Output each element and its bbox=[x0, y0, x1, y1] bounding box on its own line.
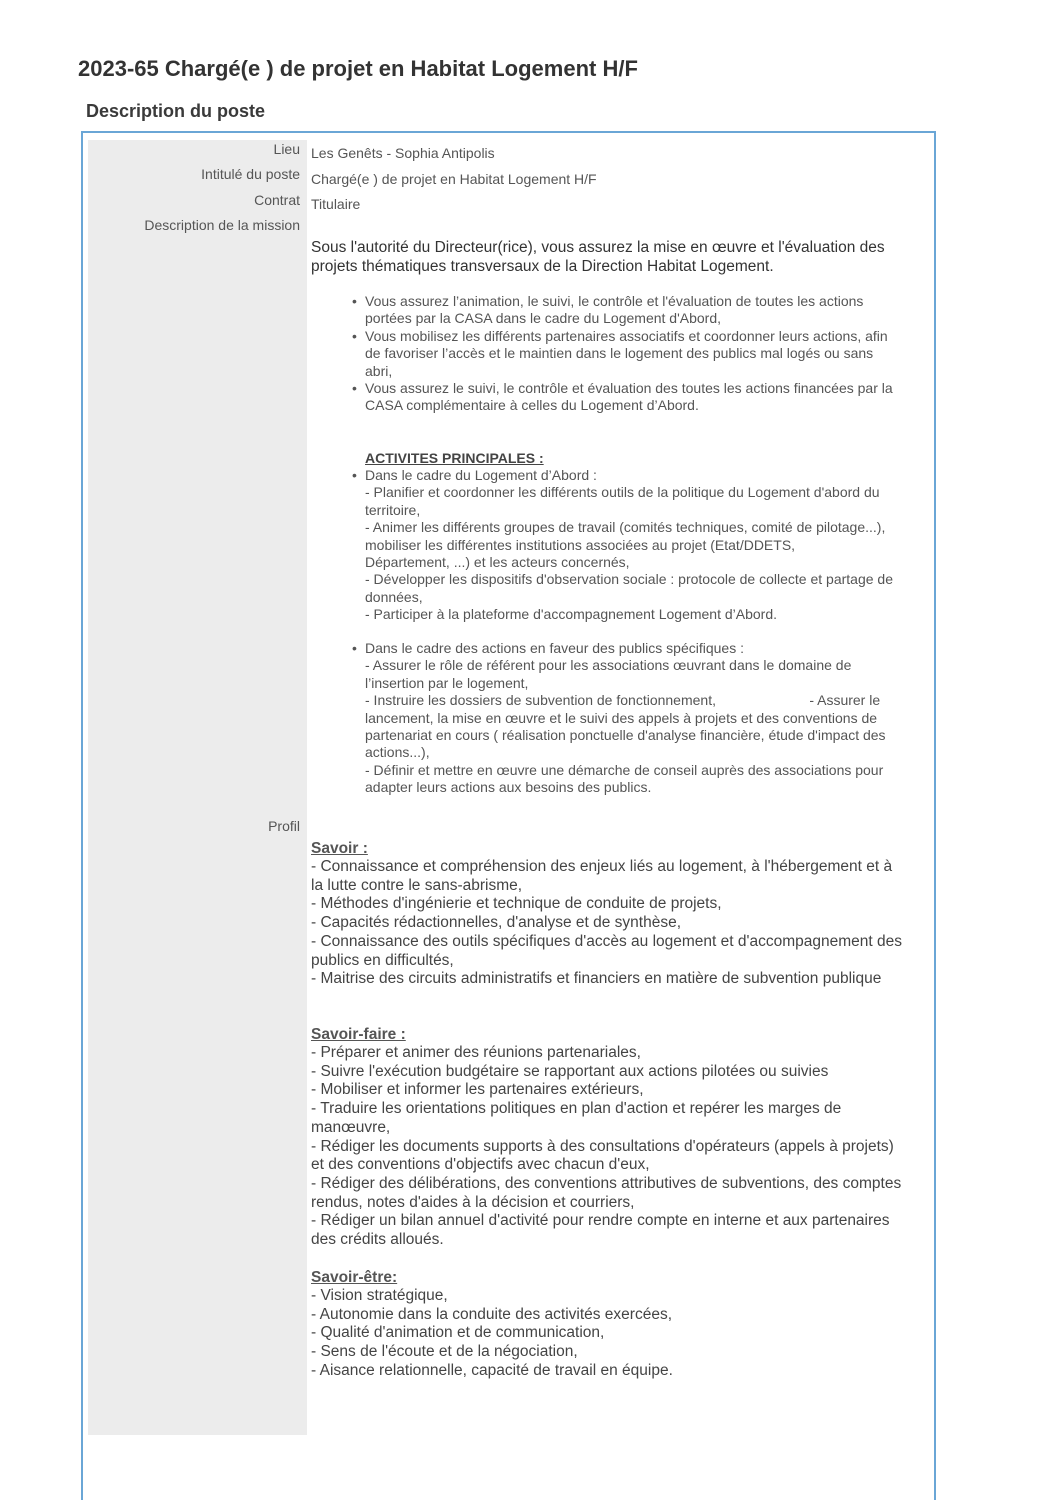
bullet-icon: • bbox=[352, 467, 357, 483]
activity-text: lancement, la mise en œuvre et le suivi des appels à projets et des conventions de bbox=[365, 709, 878, 726]
activity-text: - Animer les différents groupes de travail (comités techniques, comité de pilotage...), bbox=[365, 519, 886, 536]
profil-line: - Connaissance et compréhension des enjeux liés au logement, à l'hébergement et à bbox=[311, 858, 893, 875]
savoir-heading: Savoir : bbox=[311, 840, 368, 857]
activity-text: partenariat en cours ( réalisation ponctuelle d'analyse financière, étude d'impact des bbox=[365, 727, 886, 744]
profil-line: et des conventions d'objectifs avec chacun d'eux, bbox=[311, 1156, 650, 1174]
bullet-icon: • bbox=[352, 380, 357, 397]
bullet-icon: • bbox=[352, 327, 357, 344]
activites-publics-specifiques bbox=[352, 640, 927, 797]
list-item bbox=[352, 640, 927, 797]
profil-line: - Connaissance des outils spécifiques d'accès au logement et d'accompagnement des bbox=[311, 932, 902, 950]
list-item bbox=[352, 467, 927, 624]
profil-line: la lutte contre le sans-abrisme, bbox=[311, 876, 523, 894]
profil-line: - Rédiger les documents supports à des consultations d'opérateurs (appels à projets) bbox=[311, 1137, 894, 1155]
profil-line: - Rédiger un bilan annuel d'activité pour rendre compte en interne et aux partenaires bbox=[311, 1212, 890, 1230]
bullet-text: abri, bbox=[365, 362, 393, 379]
profil-line: - Sens de l'écoute et de la négociation, bbox=[311, 1343, 578, 1361]
activity-text: données, bbox=[365, 588, 423, 605]
bullet-icon: • bbox=[352, 640, 357, 656]
profil-line: des crédits alloués. bbox=[311, 1231, 444, 1249]
profil-label: Profil bbox=[268, 818, 300, 834]
profil-line: - Qualité d'animation et de communication, bbox=[311, 1324, 605, 1342]
profil-savoir bbox=[311, 839, 926, 989]
mission-bullets bbox=[352, 293, 927, 415]
profil-line: - Maitrise des circuits administratifs et financiers en matière de subvention publique bbox=[311, 970, 882, 988]
page-title: 2023-65 Chargé(e ) de projet en Habitat Logement H/F bbox=[78, 56, 638, 81]
bullet-text: portées par la CASA dans le cadre du Logement d'Abord, bbox=[365, 310, 722, 327]
profil-line: - Préparer et animer des réunions partenariales, bbox=[311, 1044, 641, 1061]
intitule-label: Intitulé du poste bbox=[201, 166, 300, 182]
activity-text: l’insertion par le logement, bbox=[365, 674, 529, 691]
activity-text: - Développer les dispositifs d'observation sociale : protocole de collecte et partage de bbox=[365, 571, 893, 588]
profil-savoir-etre bbox=[311, 1268, 926, 1381]
activites-logement-abord bbox=[352, 467, 927, 624]
contrat-label: Contrat bbox=[254, 192, 300, 208]
activity-text: mobiliser les différentes institutions associées au projet (Etat/DDETS, bbox=[365, 536, 796, 553]
mission-intro bbox=[311, 238, 926, 276]
bullet-text: de favoriser l’accès et le maintien dans le logement des publics mal logés ou sans bbox=[365, 345, 874, 362]
profil-line: - Autonomie dans la conduite des activités exercées, bbox=[311, 1305, 673, 1323]
lieu-value: Les Genêts - Sophia Antipolis bbox=[311, 145, 495, 161]
profil-savoir-faire bbox=[311, 1025, 926, 1250]
activites-heading: ACTIVITES PRINCIPALES : bbox=[365, 450, 544, 466]
bullet-icon: • bbox=[352, 293, 357, 309]
activity-text: Département, ...) et les acteurs concernés, bbox=[365, 554, 630, 571]
profil-line: - Capacités rédactionnelles, d'analyse et de synthèse, bbox=[311, 914, 682, 932]
profil-line: - Traduire les orientations politiques en plan d'action et repérer les marges de bbox=[311, 1100, 842, 1118]
profil-line: manœuvre, bbox=[311, 1118, 391, 1136]
profil-line: publics en difficultés, bbox=[311, 951, 454, 969]
intitule-value: Chargé(e ) de projet en Habitat Logement H/F bbox=[311, 171, 597, 187]
profil-line: - Méthodes d'ingénierie et technique de conduite de projets, bbox=[311, 895, 722, 913]
activity-text: - Planifier et coordonner les différents outils de la politique du Logement d'abord du bbox=[365, 484, 880, 501]
contrat-value: Titulaire bbox=[311, 196, 361, 212]
label-column bbox=[88, 140, 307, 1435]
profil-line: - Suivre l'exécution budgétaire se rapportant aux actions pilotées ou suivies bbox=[311, 1062, 829, 1080]
list-item bbox=[352, 293, 927, 328]
activity-text: - Participer à la plateforme d'accompagnement Logement d’Abord. bbox=[365, 606, 778, 623]
mission-label: Description de la mission bbox=[144, 217, 300, 233]
list-item bbox=[352, 328, 927, 380]
activity-text: adapter leurs actions aux besoins des publics. bbox=[365, 779, 652, 796]
activity-text: - Assurer le rôle de référent pour les associations œuvrant dans le domaine de bbox=[365, 657, 852, 674]
bullet-text: Vous assurez l’animation, le suivi, le contrôle et l'évaluation de toutes les actions bbox=[365, 293, 864, 309]
section-title: Description du poste bbox=[86, 101, 266, 121]
activity-text: Dans le cadre du Logement d’Abord : bbox=[365, 467, 597, 483]
bullet-text: CASA complémentaire à celles du Logement d’Abord. bbox=[365, 397, 699, 414]
savoir-etre-heading: Savoir-être: bbox=[311, 1269, 398, 1286]
bullet-text: Vous assurez le suivi, le contrôle et évaluation des toutes les actions financées par la bbox=[365, 380, 893, 397]
activity-text: Dans le cadre des actions en faveur des publics spécifiques : bbox=[365, 640, 744, 656]
lieu-label: Lieu bbox=[273, 141, 300, 157]
savoir-faire-heading: Savoir-faire : bbox=[311, 1026, 406, 1043]
activity-text: - Définir et mettre en œuvre une démarche de conseil auprès des associations pour bbox=[365, 761, 884, 778]
profil-line: - Mobiliser et informer les partenaires extérieurs, bbox=[311, 1081, 644, 1099]
profil-line: rendus, notes d'aides à la décision et courriers, bbox=[311, 1193, 635, 1211]
bullet-text: Vous mobilisez les différents partenaires associatifs et coordonner leurs actions, afin bbox=[365, 327, 888, 344]
mission-intro-line: Sous l'autorité du Directeur(rice), vous assurez la mise en œuvre et l'évaluation des bbox=[311, 239, 885, 256]
activity-text: territoire, bbox=[365, 501, 421, 518]
activity-text: actions...), bbox=[365, 744, 430, 761]
list-item bbox=[352, 380, 927, 415]
mission-intro-line: projets thématiques transversaux de la Direction Habitat Logement. bbox=[311, 258, 774, 275]
profil-line: - Aisance relationnelle, capacité de travail en équipe. bbox=[311, 1361, 673, 1379]
profil-line: - Rédiger des délibérations, des conventions attributives de subventions, des comptes bbox=[311, 1174, 902, 1192]
activity-text: - Instruire les dossiers de subvention de fonctionnement, - Assurer le bbox=[365, 692, 881, 709]
profil-line: - Vision stratégique, bbox=[311, 1287, 448, 1304]
